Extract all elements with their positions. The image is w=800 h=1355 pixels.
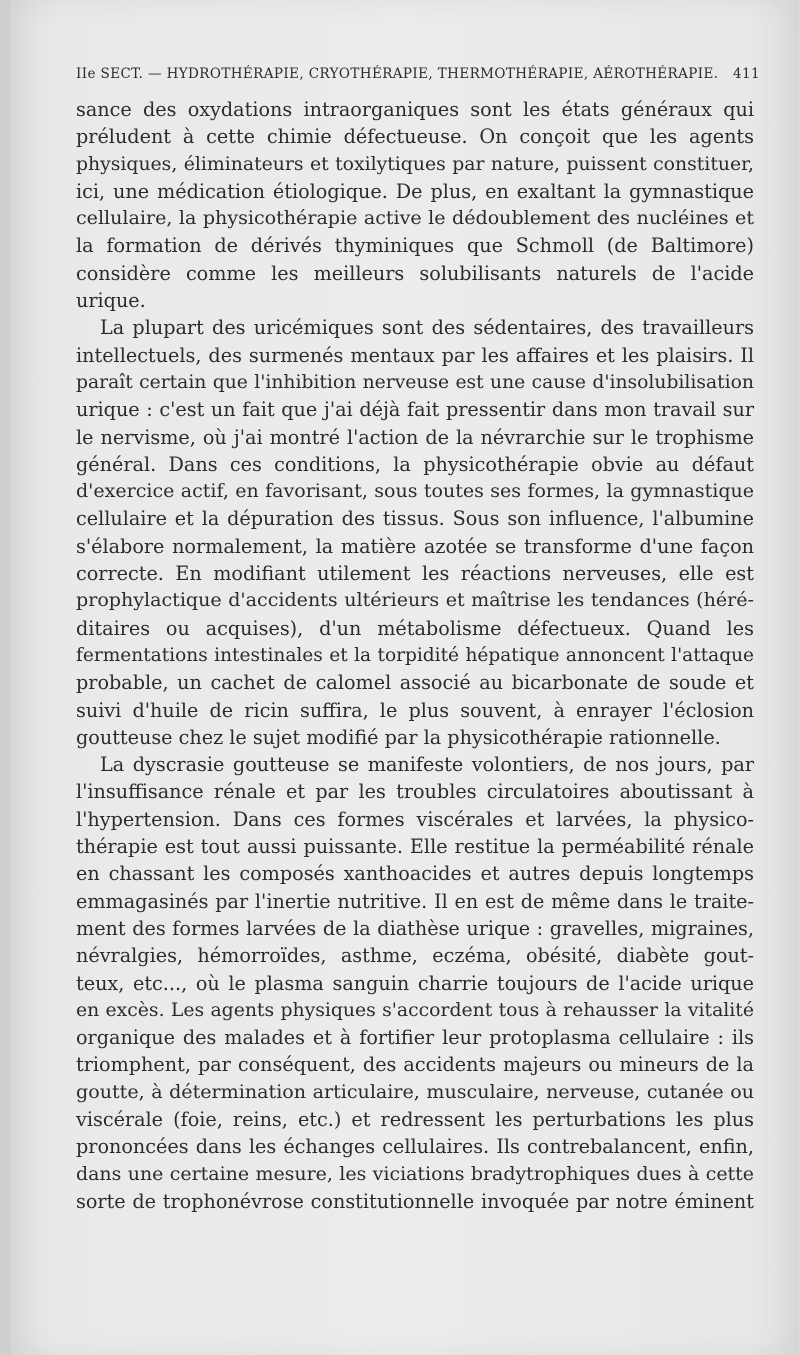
- text-line: probable, un cachet de calomel associé au bicarbonate de soude et: [76, 671, 754, 695]
- text-line: prononcées dans les échanges cellulaires. Ils contrebalancent, enfin,: [76, 1135, 754, 1159]
- text-line: la formation de dérivés thyminiques que Schmoll (de Baltimore): [76, 234, 754, 258]
- paragraph-start: La dyscrasie goutteuse se manifeste volontiers, de nos jours, par: [100, 753, 754, 777]
- text-line: paraît certain que l'inhibition nerveuse est une cause d'insolubilisation: [76, 371, 754, 393]
- text-line: goutteuse chez le sujet modifié par la physicothérapie rationnelle.: [76, 725, 721, 749]
- text-line: dans une certaine mesure, les viciations bradytrophiques dues à cette: [76, 1162, 754, 1185]
- text-line: organique des malades et à fortifier leur protoplasma cellulaire : ils: [76, 1026, 754, 1050]
- text-line: l'hypertension. Dans ces formes viscérales et larvées, la physico-: [76, 807, 754, 831]
- text-line: en excès. Les agents physiques s'accordent tous à rehausser la vitalité: [76, 999, 754, 1021]
- text-line: thérapie est tout aussi puissante. Elle restitue la perméabilité rénale: [76, 835, 754, 859]
- text-line: ditaires ou acquises), d'un métabolisme défectueux. Quand les: [76, 616, 754, 640]
- text-line: névralgies, hémorroïdes, asthme, eczéma, obésité, diabète gout-: [76, 944, 754, 968]
- text-line: cellulaire, la physicothérapie active le dédoublement des nucléines et: [76, 207, 754, 230]
- text-line: suivi d'huile de ricin suffira, le plus souvent, à enrayer l'éclosion: [76, 698, 754, 722]
- text-line: urique.: [76, 289, 146, 313]
- text-line: physiques, éliminateurs et toxilytiques par nature, puissent constituer,: [76, 153, 754, 175]
- text-line: emmagasinés par l'inertie nutritive. Il en est de même dans le traite-: [76, 889, 754, 913]
- paragraph-start: La plupart des uricémiques sont des sédentaires, des travailleurs: [100, 316, 754, 340]
- text-line: considère comme les meilleurs solubilisants naturels de l'acide: [76, 261, 754, 285]
- text-line: ici, une médication étiologique. De plus, en exaltant la gymnastique: [76, 179, 754, 203]
- running-header: [76, 66, 760, 82]
- text-line: le nervisme, où j'ai montré l'action de la névrarchie sur le trophisme: [76, 425, 754, 449]
- running-title: IIe SECT. — HYDROTHÉRAPIE, CRYOTHÉRAPIE, THERMOTHÉRAPIE, AÉROTHÉRAPIE.: [76, 66, 719, 82]
- text-line: viscérale (foie, reins, etc.) et redressent les perturbations les plus: [76, 1107, 754, 1131]
- text-line: en chassant les composés xanthoacides et autres depuis longtemps: [76, 862, 754, 886]
- text-line: teux, etc..., où le plasma sanguin charrie toujours de l'acide urique: [76, 971, 754, 995]
- text-line: ment des formes larvées de la diathèse urique : gravelles, migraines,: [76, 916, 754, 940]
- text-line: sorte de trophonévrose constitutionnelle invoquée par notre éminent: [76, 1189, 754, 1213]
- text-line: sance des oxydations intraorganiques sont les états généraux qui: [76, 98, 754, 121]
- text-line: l'insuffisance rénale et par les troubles circulatoires aboutissant à: [76, 780, 754, 804]
- text-line: triomphent, par conséquent, des accidents majeurs ou mineurs de la: [76, 1053, 754, 1077]
- text-line: préludent à cette chimie défectueuse. On conçoit que les agents: [76, 125, 754, 149]
- page-number: 411: [733, 66, 760, 82]
- text-line: intellectuels, des surmenés mentaux par les affaires et les plaisirs. Il: [76, 343, 754, 367]
- text-line: urique : c'est un fait que j'ai déjà fait pressentir dans mon travail sur: [76, 398, 754, 422]
- text-line: général. Dans ces conditions, la physicothérapie obvie au défaut: [76, 452, 754, 476]
- page-edge: [0, 0, 10, 1355]
- body-text: [76, 96, 754, 1215]
- text-line: d'exercice actif, en favorisant, sous toutes ses formes, la gymnastique: [76, 480, 754, 503]
- text-line: cellulaire et la dépuration des tissus. Sous son influence, l'albumine: [76, 507, 754, 531]
- text-line: s'élabore normalement, la matière azotée se transforme d'une façon: [76, 534, 754, 558]
- text-line: fermentations intestinales et la torpidité hépatique annoncent l'attaque: [76, 644, 754, 666]
- text-line: correcte. En modifiant utilement les réactions nerveuses, elle est: [76, 562, 754, 586]
- text-line: goutte, à détermination articulaire, musculaire, nerveuse, cutanée ou: [76, 1080, 754, 1103]
- text-line: prophylactique d'accidents ultérieurs et maîtrise les tendances (héré-: [76, 589, 754, 612]
